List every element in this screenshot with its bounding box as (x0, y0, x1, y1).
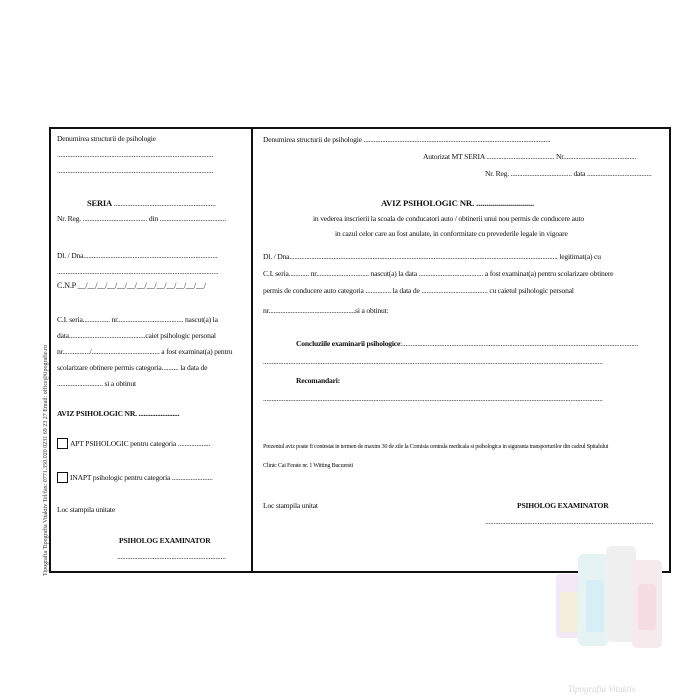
left-ci-line-2: data.............................................caiet psihologic personal (57, 331, 216, 340)
right-concluziile-dots-2: ........................................................................................................................................................................................................ (263, 357, 603, 366)
printer-logo-watermark (552, 540, 670, 690)
psychological-report-form (49, 127, 671, 573)
printer-logo-text: Tipografia Vitaktiv (568, 684, 636, 694)
left-dl-dna-line: Dl. / Dna............................................................................... (57, 251, 218, 260)
right-ci-line: C.I. seria............ nr............................... nascut(a) la data ...................................... a fost examinat(a) pentru scolarizare obtinere (263, 269, 614, 278)
right-subtitle-2: in cazul celor care au fost anulate, in conformitate cu prevederile legale in vigoare (335, 229, 568, 238)
left-ci-line-1: C.I. seria................ nr....................................... nascut(a) la (57, 315, 218, 324)
apt-label: APT PSIHOLOGIC pentru categoria ................... (70, 439, 211, 448)
right-dl-dna-line: Dl. / Dna.............................................................................................................................................................. legitimat(a) cu (263, 252, 601, 261)
right-recomandari-label: Recomandari: (296, 376, 340, 385)
left-structure-dots-1: ............................................................................................ (57, 150, 214, 159)
right-contest-line-1: Prezentul aviz poate fi contestat in termen de maxim 30 de zile la Comisia centrala medicala si psihologica in siguranta transporturilor din cadrul Spitalului (263, 443, 609, 450)
right-loc-stampila: Loc stampila unitat (263, 501, 318, 510)
left-ci-line-3: nr................/........................................ a fost examinat(a) pentru (57, 347, 233, 356)
left-ci-line-5: ........................... si a obtinut (57, 379, 136, 388)
left-dots-3: ............................................................................................... (57, 267, 219, 276)
right-structure-line: Denumirea structurii de psihologie .............................................................................................................. (263, 135, 551, 144)
left-cnp-line: C.N.P __/__/__/__/__/__/__/__/__/__/__/__/__/ (57, 281, 206, 290)
left-structure-dots-2: ............................................................................................ (57, 166, 214, 175)
left-structure-label: Denumirea structurii de psihologie (57, 134, 156, 143)
column-divider (251, 129, 253, 571)
right-psiholog-signature-dots: ................................................................................................... (485, 517, 654, 526)
apt-checkbox[interactable] (57, 438, 68, 449)
right-permis-line: permis de conducere auto categoria ............... la data de ....................................... cu caietul psihologic personal (263, 286, 574, 295)
right-recomandari-dots-2: ........................................................................................................................................................................................................ (263, 394, 603, 403)
right-nr-reg-line: Nr. Reg. .................................... data ...................................... (485, 169, 652, 178)
right-contest-line-2: Clinic Cai Ferate nr. 1 Witting Bucuresti (263, 462, 353, 469)
right-autorizat-line: Autorizat MT SERIA ........................................ Nr........................................... (423, 152, 637, 161)
left-nr-reg-line: Nr. Reg. ...................................... din ....................................... (57, 214, 226, 223)
left-psiholog-signature-dots: ................................................................ (117, 552, 226, 561)
left-seria-row (87, 199, 216, 208)
left-ci-line-4: scolarizare obtinere permis categoria.......... la data de (57, 363, 208, 372)
printer-note: Tipografia Tipografia Vitaktiv Tel/fax: 0771.350.020 0231 69 23 27 Email: office@tipografie.ro (43, 345, 49, 576)
left-psiholog-examinator: PSIHOLOG EXAMINATOR (119, 536, 211, 545)
inapt-checkbox[interactable] (57, 472, 68, 483)
left-seria-label: SERIA (87, 198, 112, 208)
right-aviz-title: AVIZ PSIHOLOGIC NR. ............................. (381, 198, 535, 208)
right-recomandari-row (296, 377, 340, 385)
right-concluziile-label: Concluziile examinarii psihologice (296, 339, 401, 348)
right-concluziile-row (296, 340, 638, 348)
inapt-label: INAPT psihologic pentru categoria ........................ (70, 473, 213, 482)
left-aviz-line: AVIZ PSIHOLOGIC NR. ........................ (57, 409, 180, 418)
right-nr-line: nr...................................................si a obtinut: (263, 306, 389, 315)
right-psiholog-examinator: PSIHOLOG EXAMINATOR (517, 501, 609, 510)
right-concluziile-dots: :........................................................................................................................................... (400, 339, 639, 348)
left-seria-dots: ............................................................ (113, 199, 216, 208)
left-loc-stampila: Loc stampila unitate (57, 505, 115, 514)
right-subtitle-1: in vederea inscrierii la scoala de conducatori auto / obtinerii unui nou permis de conducere auto (313, 214, 584, 223)
